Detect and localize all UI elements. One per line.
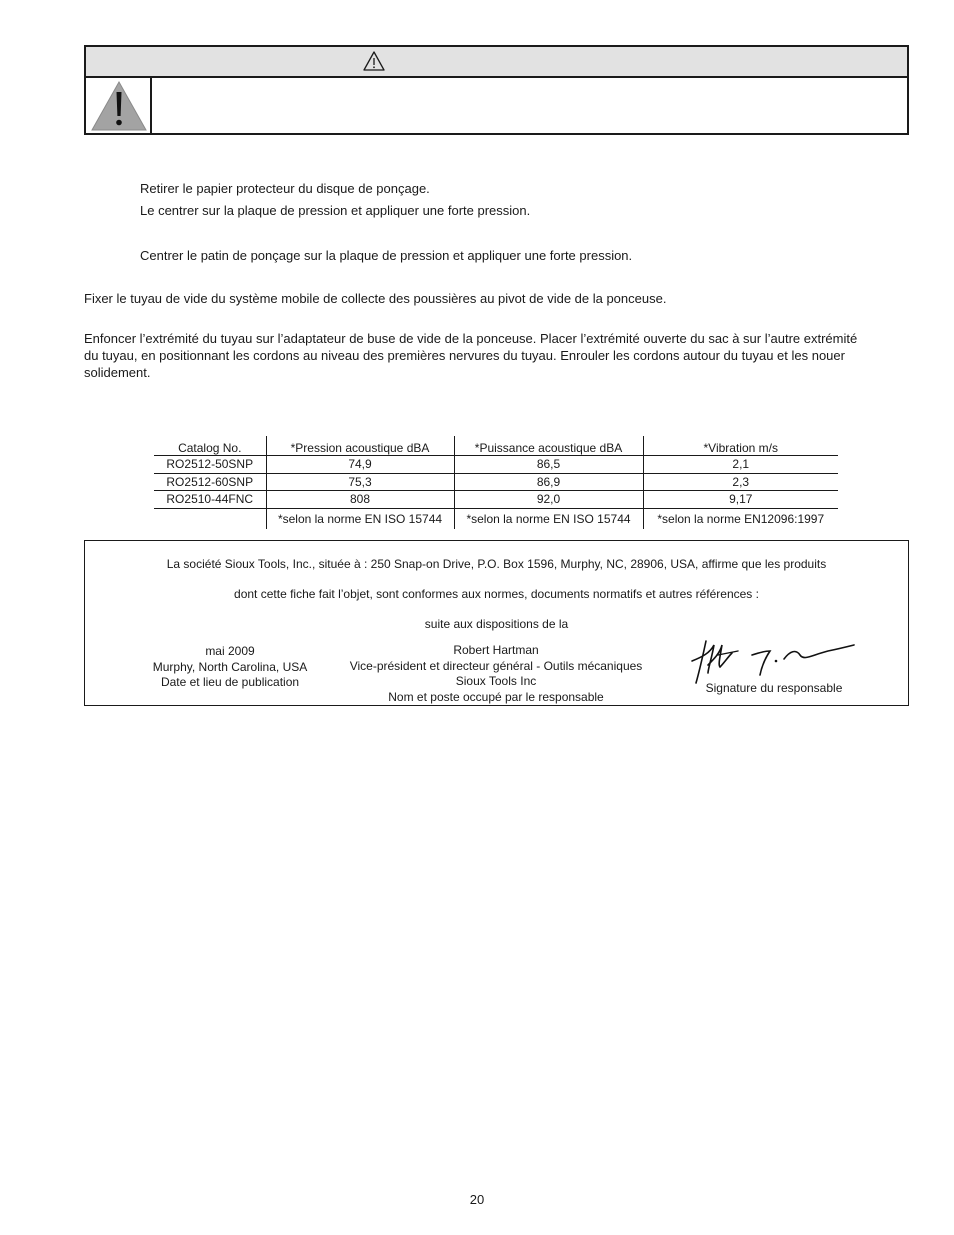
- step1-line1: Retirer le papier protecteur du disque de ponçage.: [140, 181, 430, 196]
- signature-label: Signature du responsable: [705, 681, 843, 695]
- table-cell: RO2512-60SNP: [154, 473, 266, 491]
- table-cell: 2,3: [643, 473, 838, 491]
- warning-triangle-icon: [363, 51, 385, 71]
- publication-place: Murphy, North Carolina, USA: [152, 659, 308, 674]
- responsible-name: Robert Hartman: [453, 643, 539, 657]
- table-header: *Vibration m/s: [643, 436, 838, 456]
- bag-line2: du tuyau, en positionnant les cordons au niveau des premières nervures du tuyau. Enrouler les cordons autour du tuyau et les nouer: [84, 348, 845, 363]
- vacuum-text: Fixer le tuyau de vide du système mobile de collecte des poussières au pivot de vide de la ponceuse.: [84, 291, 667, 306]
- bag-line3: solidement.: [84, 365, 151, 380]
- table-cell: RO2512-50SNP: [154, 456, 266, 474]
- bag-line1: Enfoncer l’extrémité du tuyau sur l’adaptateur de buse de vide de la ponceuse. Placer l’extrémité ouverte du sac à sur l’autre extrémité: [84, 331, 858, 346]
- responsible-company: Sioux Tools Inc: [455, 674, 537, 688]
- spec-table: [154, 436, 838, 529]
- declaration-box: [84, 540, 909, 706]
- declaration-line3: suite aux dispositions de la: [424, 617, 569, 631]
- declaration-line1: La société Sioux Tools, Inc., située à : 250 Snap-on Drive, P.O. Box 1596, Murphy, NC, 28906, USA, affirme que les produits: [166, 557, 827, 571]
- table-row: [154, 473, 838, 491]
- table-footnote: *selon la norme EN ISO 15744: [266, 508, 454, 529]
- table-cell: RO2510-44FNC: [154, 491, 266, 509]
- table-cell: 86,9: [454, 473, 643, 491]
- table-cell: 75,3: [266, 473, 454, 491]
- table-cell: 808: [266, 491, 454, 509]
- publication-block: [125, 644, 335, 691]
- declaration-line2: dont cette fiche fait l’objet, sont conformes aux normes, documents normatifs et autres références :: [234, 587, 759, 601]
- responsible-label: Nom et poste occupé par le responsable: [388, 689, 604, 704]
- warning-icon-cell: [86, 78, 152, 133]
- table-cell: 92,0: [454, 491, 643, 509]
- table-header-row: [154, 436, 838, 456]
- table-cell-empty: [154, 508, 266, 529]
- table-footnote-row: [154, 508, 838, 529]
- step2-text: Centrer le patin de ponçage sur la plaque de pression et appliquer une forte pression.: [140, 248, 633, 263]
- table-header: *Pression acoustique dBA: [266, 436, 454, 456]
- warning-box: [84, 45, 909, 135]
- page-number: 20: [469, 1192, 485, 1207]
- table-cell: 74,9: [266, 456, 454, 474]
- publication-date: mai 2009: [205, 644, 255, 658]
- publication-label: Date et lieu de publication: [160, 675, 300, 689]
- handwritten-signature: [688, 635, 858, 687]
- table-row: [154, 456, 838, 474]
- bag-paragraph: [84, 330, 902, 381]
- table-row: [154, 491, 838, 509]
- table-cell: 2,1: [643, 456, 838, 474]
- step1-line2: Le centrer sur la plaque de pression et appliquer une forte pression.: [140, 203, 531, 218]
- table-cell: 9,17: [643, 491, 838, 509]
- exclamation-triangle-icon: [90, 80, 148, 132]
- table-header: *Puissance acoustique dBA: [454, 436, 643, 456]
- warning-header: [86, 47, 907, 78]
- table-cell: 86,5: [454, 456, 643, 474]
- table-footnote: *selon la norme EN ISO 15744: [454, 508, 643, 529]
- responsible-title: Vice-président et directeur général - Outils mécaniques: [349, 658, 643, 673]
- table-footnote: *selon la norme EN12096:1997: [643, 508, 838, 529]
- table-header: Catalog No.: [154, 436, 266, 456]
- responsible-block: [325, 643, 667, 705]
